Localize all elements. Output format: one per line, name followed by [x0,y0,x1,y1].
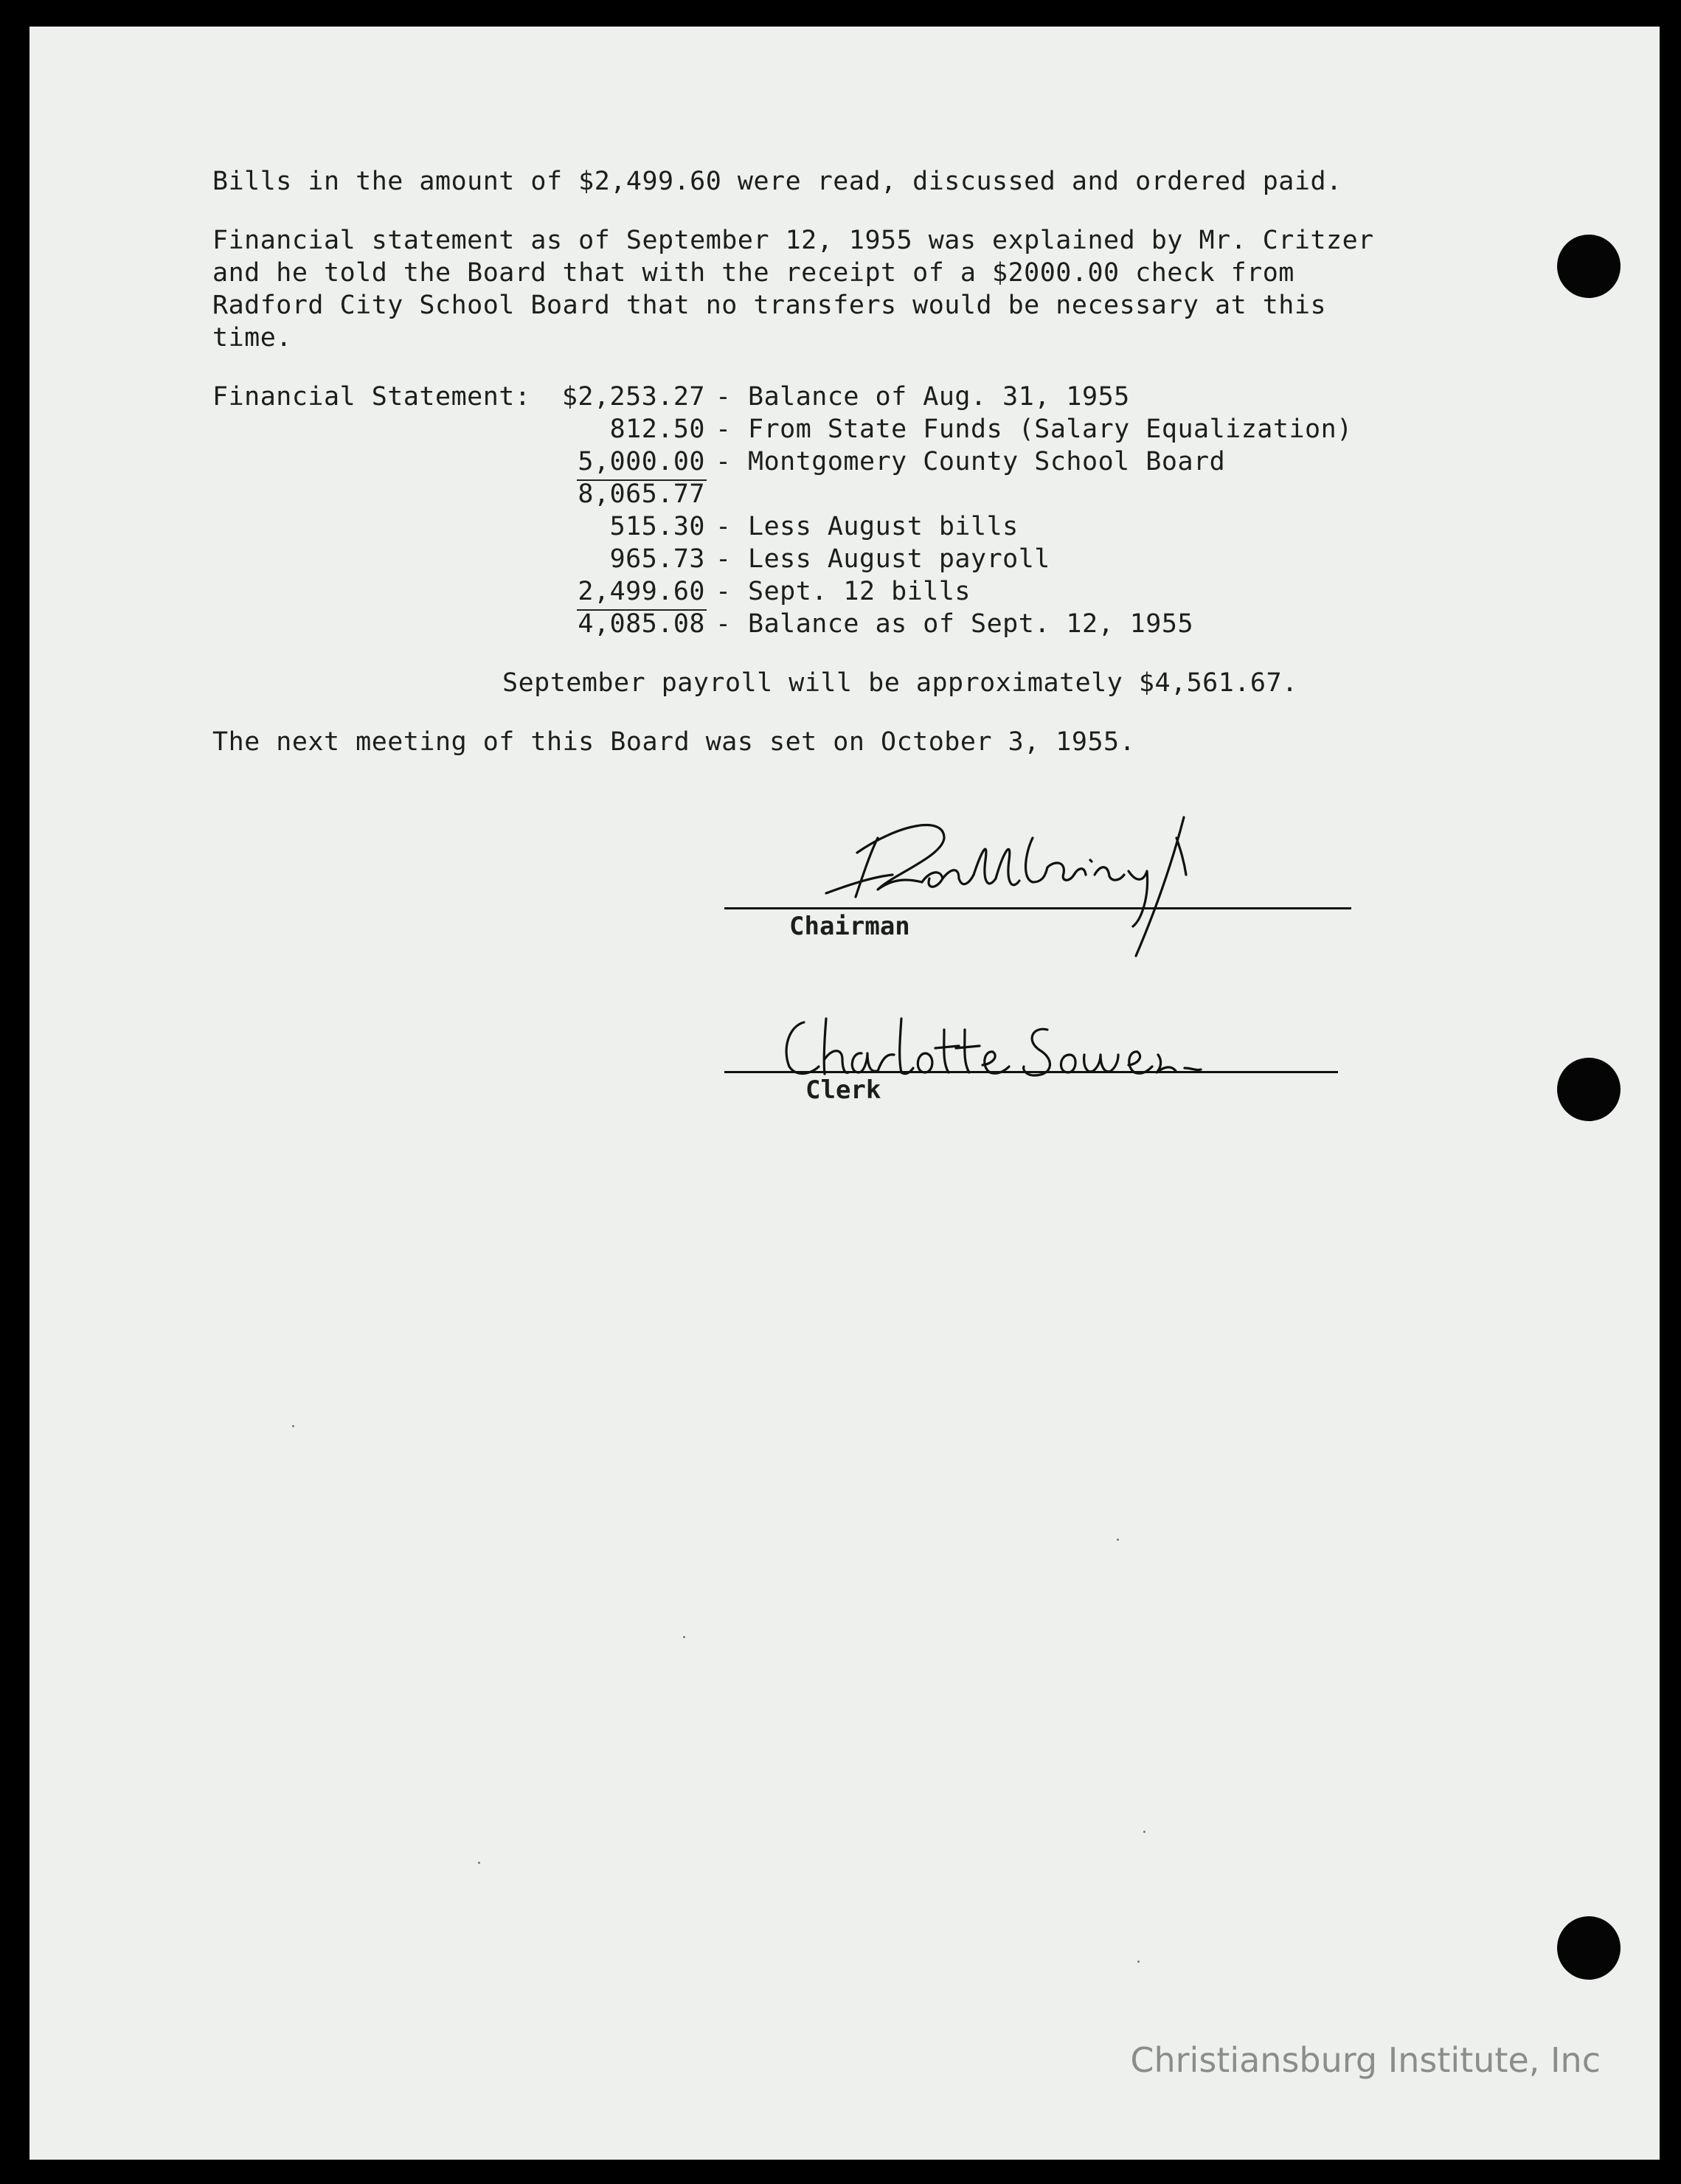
financial-dash: - [715,544,732,574]
chairman-caption: Chairman [789,912,910,941]
binder-hole-middle [1557,1058,1621,1121]
financial-dash: - [715,415,732,444]
financial-row [212,543,1466,575]
typed-minutes [212,165,1466,758]
financial-amount: 2,499.60 [578,577,705,606]
financial-amount: 515.30 [609,512,705,541]
financial-paragraph-line-3: Radford City School Board that no transfers would be necessary at this [212,291,1327,320]
clerk-signature-line [724,1071,1338,1073]
financial-description: Less August payroll [748,544,1050,574]
financial-amount: 965.73 [609,544,705,574]
bills-paragraph: Bills in the amount of $2,499.60 were read, discussed and ordered paid. [212,167,1342,196]
financial-description: Montgomery County School Board [748,447,1226,476]
financial-statement [212,381,1466,640]
paper-speck [1137,1961,1140,1963]
binder-hole-bottom [1557,1916,1621,1980]
financial-row [212,446,1466,478]
financial-description: Less August bills [748,512,1019,541]
watermark-text: Christiansburg Institute, Inc [1130,2040,1601,2080]
next-meeting: The next meeting of this Board was set on October 3, 1955. [212,727,1136,757]
chairman-signature [811,808,1239,993]
paper-speck [292,1425,294,1427]
financial-row [212,608,1466,640]
paper-speck [478,1862,480,1864]
financial-paragraph-line-4: time. [212,323,292,353]
financial-amount: $2,253.27 [561,382,705,412]
financial-dash: - [715,382,732,412]
paper-speck [683,1636,685,1638]
financial-description: Sept. 12 bills [748,577,971,606]
financial-statement-label: Financial Statement: [212,382,531,412]
financial-dash: - [715,577,732,606]
binder-hole-top [1557,235,1621,298]
financial-description: Balance of Aug. 31, 1955 [748,382,1130,412]
clerk-caption: Clerk [805,1075,881,1105]
financial-paragraph-line-2: and he told the Board that with the receipt of a $2000.00 check from [212,258,1294,288]
financial-dash: - [715,447,732,476]
financial-row [212,478,1466,510]
paper-speck [1117,1539,1119,1541]
payroll-note: September payroll will be approximately $4,561.67. [502,668,1298,698]
financial-row [212,413,1466,446]
financial-amount: 8,065.77 [578,479,705,509]
financial-paragraph-line-1: Financial statement as of September 12, 1955 was explained by Mr. Critzer [212,226,1374,255]
financial-description: From State Funds (Salary Equalization) [748,415,1353,444]
financial-description: Balance as of Sept. 12, 1955 [748,609,1194,639]
paper-speck [1143,1831,1145,1833]
document-page [30,27,1660,2160]
financial-dash: - [715,609,732,639]
financial-row [212,510,1466,543]
financial-amount: 5,000.00 [578,447,705,476]
financial-row [212,381,1466,413]
financial-row [212,575,1466,608]
financial-amount: 4,085.08 [578,609,705,639]
financial-amount: 812.50 [609,415,705,444]
financial-dash: - [715,512,732,541]
chairman-signature-line [724,907,1351,909]
